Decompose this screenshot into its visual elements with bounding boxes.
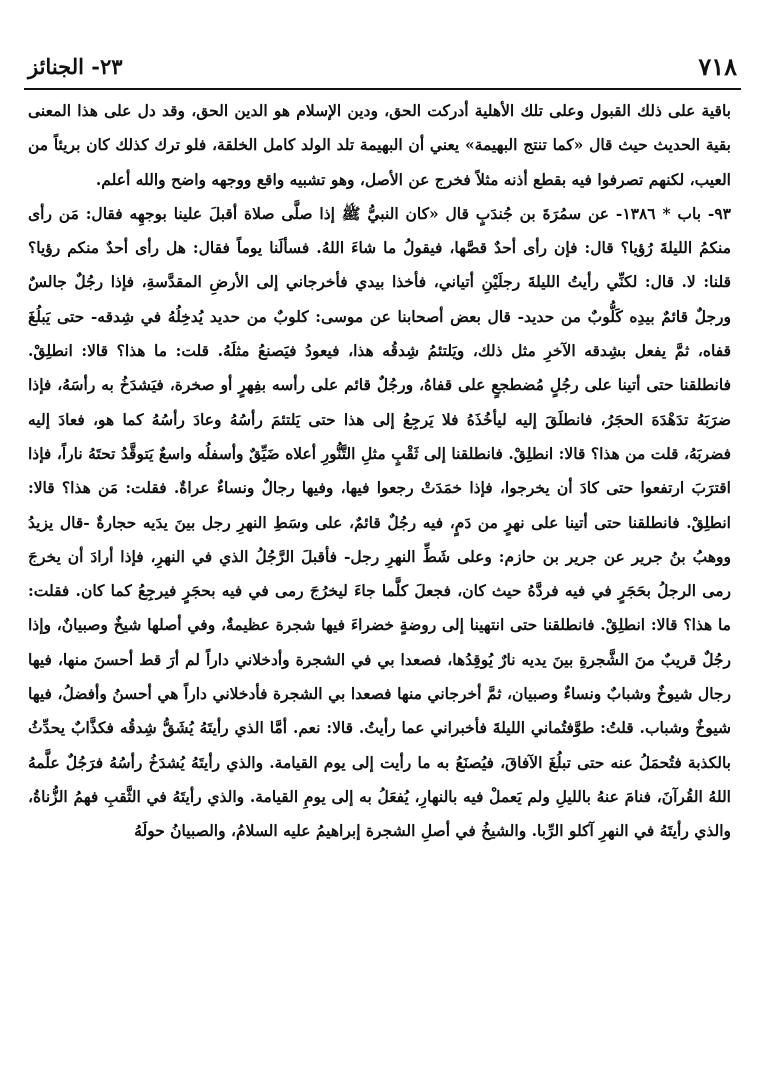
header-divider [24, 88, 741, 90]
page-header [28, 46, 737, 86]
page-number: ٧١٨ [698, 51, 737, 81]
section-title: ٢٣- الجنائز [28, 53, 123, 79]
body-text [28, 94, 731, 849]
paragraph-hadith-1386: ٩٣- باب * ١٣٨٦- عن سمُرَةَ بن جُندَبٍ قال «كان النبيُّ ﷺ إذا صلَّى صلاة أقبلَ علينا بوجهِه فقال: مَن رأى منكمُ الليلةَ رُؤيا؟ قال: فإن رأى أحدٌ قصَّها، فيقولُ ما شاءَ اللهُ. فسألَنا يوماً فقال: هل رأى أحدٌ منكم رؤيا؟ قلنا: لا. قال: لكنِّي رأيتُ الليلةَ رجلَيْنِ أتياني، فأخذا بيدي فأخرجاني إلى الأرضِ المقدَّسةِ، فإذا رجُلٌ جالسٌ ورجلٌ قائمٌ بيدِه كَلُّوبٌ من حديد- قال بعض أصحابنا عن موسى: كلوبٌ من حديد يُدخِلُهُ في شِدقه- حتى يَبلُغَ قفاه، ثمَّ يفعل بشِدقه الآخرِ مثل ذلك، ويَلتئمُ شِدقُه هذا، فيعودُ فيَصنعُ مثلَهُ. قلت: ما هذا؟ قالا: انطلِقْ. فانطلقنا حتى أتينا على رجُلٍ مُضطجعٍ على قفاهُ، ورجُلٌ قائم على رأسه بفِهرٍ أو صخرة، فيَشدَخُ به رأسَهُ، فإذا ضرَبَهُ تدَهْدَهَ الحجَرُ، فانطلَقَ إليه ليأخُذَهُ فلا يَرجِعُ إلى هذا حتى يَلتئمَ رأسُهُ وعادَ رأسُهُ كما هو، فعادَ إليه فضربَهُ، قلت من هذا؟ قالا: انطلِقْ. فانطلقنا إلى ثَقْبٍ مثلِ التَّنُّورِ أعلاه ضَيِّقٌ وأسفلُه واسعٌ يَتوقَّدُ تحتَهُ ناراً، فإذا اقترَبَ ارتفعوا حتى كادَ أن يخرجوا، فإذا خمَدَتْ رجعوا فيها، وفيها رجالٌ ونساءٌ عراةٌ. فقلت: مَن هذا؟ قالا: انطلِقْ. فانطلقنا حتى أتينا على نهرٍ من دَمٍ، فيه رجُلٌ قائمٌ، على وسَطِ النهرِ رجل بينَ يدَيه حجارةٌ -قال يزيدُ ووهبُ بنُ جرير عن جرير بن حازم: وعلى شَطِّ النهرِ رجل- فأقبلَ الرَّجُلُ الذي في النهرِ، فإذا أرادَ أن يخرجَ رمى الرجلُ بحَجَرٍ في فيه فردَّهُ حيث كان، فجعلَ كلَّما جاءَ ليخرُجَ رمى في فيه بحجَرٍ فيرجِعُ كما كان. فقلت: ما هذا؟ قالا: انطلِقْ. فانطلقنا حتى انتهينا إلى روضةٍ خضراءَ فيها شجرة عظيمةٌ، وفي أصلها شيخٌ وصبيانٌ، وإذا رجُلٌ قريبٌ منَ الشَّجرةِ بينَ يديه نارٌ يُوقِدُها، فصعدا بي في الشجرة وأدخلاني داراً لم أرَ قط أحسنَ منها، فيها رجال شيوخٌ وشبابٌ ونساءٌ وصبيان، ثمَّ أخرجاني منها فصعدا بي الشجرة فأدخلاني داراً هي أحسنُ وأفضلُ، فيها شيوخٌ وشباب. قلتُ: طوَّفتُماني الليلةَ فأخبراني عما رأيتُ. قالا: نعم. أمَّا الذي رأيتَهُ يُشَقُّ شِدقُه فكذَّابٌ يحدِّثُ بالكذبة فتُحمَلُ عنه حتى تبلُغَ الآفاقَ، فيُصنَعُ به ما رأيت إلى يوم القيامة. والذي رأيتَهُ يُشدَخُ رأسُهُ فرَجُلٌ علَّمهُ اللهُ القُرآنَ، فنامَ عنهُ بالليلِ ولم يَعملْ فيه بالنهارِ، يُفعَلُ به إلى يومِ القيامة. والذي رأيتَهُ في الثَّقبِ فهمُ الزُّناةُ، والذي رأيتَهُ في النهرِ آكلو الرِّبا. والشيخُ في أصلِ الشجرة إبراهيمُ عليه السلامُ، والصبيانُ حولَهُ [28, 203, 731, 841]
paragraph-commentary: باقية على ذلك القبول وعلى تلك الأهلية أدركت الحق، ودين الإسلام هو الدين الحق، وقد دل على هذا المعنى بقية الحديث حيث قال «كما تنتج البهيمة» يعني أن البهيمة تلد الولد كامل الخلقة، فلو ترك كذلك كان بريئاً من العيب، لكنهم تصرفوا فيه بقطع أذنه مثلاً فخرج عن الأصل، وهو تشبيه واقع ووجهه واضح والله أعلم. [28, 101, 731, 189]
